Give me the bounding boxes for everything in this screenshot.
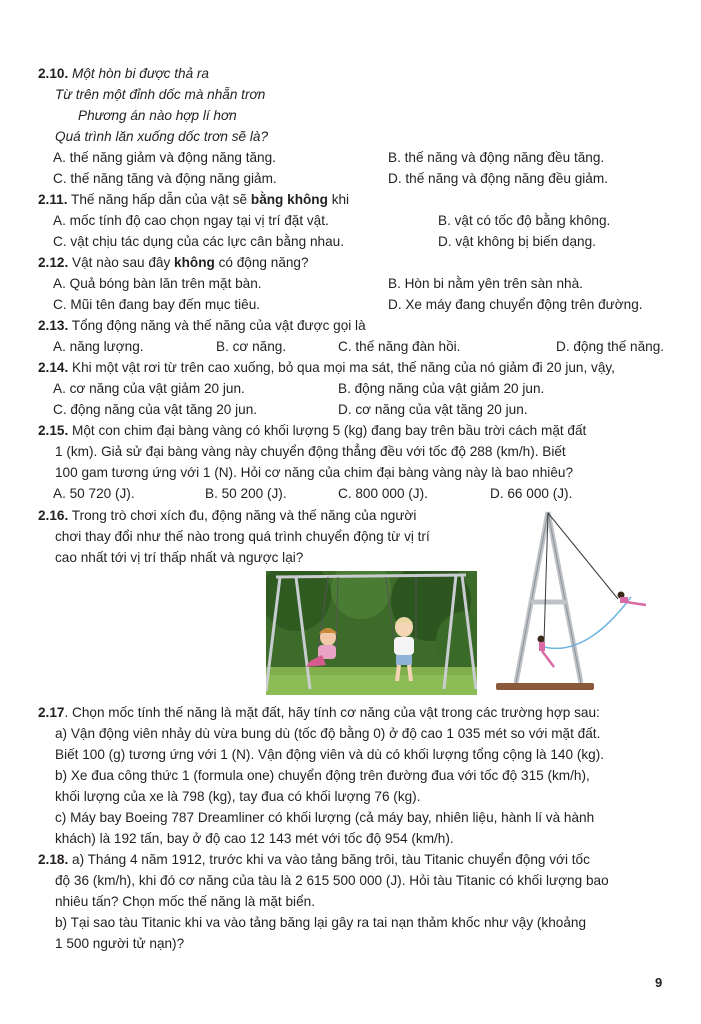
question-number: 2.13. [38, 318, 69, 333]
option-d: D. vật không bị biến dạng. [438, 234, 596, 249]
option-c: C. thế năng tăng và động năng giảm. [53, 171, 277, 186]
option-c: C. Mũi tên đang bay đến mục tiêu. [53, 297, 261, 312]
emphasis: bằng không [250, 192, 328, 207]
question-2-10-line-4: Quá trình lăn xuống dốc trơn sẽ là? [55, 129, 269, 144]
question-2-16-line-3: cao nhất tới vị trí thấp nhất và ngược lại? [55, 550, 304, 565]
poem-line: Một hòn bi được thả ra [68, 66, 209, 81]
question-2-11 [38, 191, 349, 209]
option-a: A. cơ năng của vật giảm 20 jun. [53, 381, 245, 396]
option-d: D. 66 000 (J). [490, 486, 573, 501]
question-number: 2.14. [38, 360, 69, 375]
option-d: D. cơ năng của vật tăng 20 jun. [338, 402, 528, 417]
question-2-12 [38, 254, 309, 272]
question-2-10-line-1 [38, 65, 209, 83]
swing-diagram-illustration [486, 507, 666, 697]
option-d: D. thế năng và động năng đều giảm. [388, 171, 608, 186]
option-b: B. cơ năng. [216, 339, 287, 354]
question-text: Trong trò chơi xích đu, động năng và thế năng của người [68, 508, 417, 523]
question-2-18-line-4: b) Tại sao tàu Titanic khi va vào tảng băng lại gây ra tai nạn thảm khốc như vậy (khoảng [55, 915, 587, 930]
question-2-10-line-3: Phương án nào hợp lí hơn [78, 108, 237, 123]
question-text: . Chọn mốc tính thế năng là mặt đất, hãy tính cơ năng của vật trong các trường hợp sau: [64, 705, 600, 720]
option-b: B. động năng của vật giảm 20 jun. [338, 381, 545, 396]
question-text: Thế năng hấp dẫn của vật sẽ [67, 192, 251, 207]
question-number: 2.12. [38, 255, 69, 270]
question-2-18-line-5: 1 500 người tử nạn)? [55, 936, 185, 951]
question-text: Một con chim đại bàng vàng có khối lượng 5 (kg) đang bay trên bầu trời cách mặt đất [68, 423, 587, 438]
option-b: B. thế năng và động năng đều tăng. [388, 150, 605, 165]
question-number: 2.10. [38, 66, 69, 81]
question-2-18-line-2: độ 36 (km/h), khi đó cơ năng của tàu là 2 615 500 000 (J). Hỏi tàu Titanic có khối lượng bao [55, 873, 609, 888]
question-2-17-line-7: khách) là 192 tấn, bay ở độ cao 12 143 mét với tốc độ 954 (km/h). [55, 831, 454, 846]
option-b: B. vật có tốc độ bằng không. [438, 213, 611, 228]
option-c: C. vật chịu tác dụng của các lực cân bằng nhau. [53, 234, 344, 249]
question-2-17-line-4: b) Xe đua công thức 1 (formula one) chuyển động trên đường đua với tốc độ 315 (km/h), [55, 768, 590, 783]
question-2-14 [38, 359, 615, 377]
option-d: D. động thế năng. [556, 339, 665, 354]
question-2-18-line-1 [38, 851, 590, 869]
question-2-15-line-1 [38, 422, 586, 440]
question-number: 2.16. [38, 508, 69, 523]
swing-photo [266, 571, 477, 695]
question-2-16-line-1 [38, 507, 416, 525]
option-b: B. 50 200 (J). [205, 486, 287, 501]
question-2-15-line-2: 1 (km). Giả sử đại bàng vàng này chuyển động thẳng đều với tốc độ 288 (km/h). Biết [55, 444, 566, 459]
question-text: khi [327, 192, 350, 207]
option-a: A. Quả bóng bàn lăn trên mặt bàn. [53, 276, 262, 291]
swing-photo-illustration [266, 571, 477, 695]
option-a: A. năng lượng. [53, 339, 144, 354]
question-text: Khi một vật rơi từ trên cao xuống, bỏ qua mọi ma sát, thế năng của nó giảm đi 20 jun, vậy, [68, 360, 615, 375]
option-a: A. 50 720 (J). [53, 486, 135, 501]
question-number: 2.17 [38, 705, 65, 720]
question-2-15-line-3: 100 gam tương ứng với 1 (N). Hỏi cơ năng của chim đại bàng vàng này là bao nhiêu? [55, 465, 574, 480]
question-2-17-line-3: Biết 100 (g) tương ứng với 1 (N). Vận động viên và dù có khối lượng tổng cộng là 140 (kg). [55, 747, 605, 762]
question-number: 2.11. [38, 192, 68, 207]
option-c: C. thế năng đàn hồi. [338, 339, 461, 354]
question-2-18-line-3: nhiêu tấn? Chọn mốc thế năng là mặt biển. [55, 894, 315, 909]
option-c: C. 800 000 (J). [338, 486, 428, 501]
question-text: có động năng? [214, 255, 309, 270]
option-a: A. mốc tính độ cao chọn ngay tại vị trí đặt vật. [53, 213, 329, 228]
option-c: C. động năng của vật tăng 20 jun. [53, 402, 258, 417]
swing-diagram [486, 507, 666, 697]
page-number: 9 [655, 975, 663, 990]
question-number: 2.15. [38, 423, 69, 438]
option-b: B. Hòn bi nằm yên trên sàn nhà. [388, 276, 583, 291]
question-text: Vật nào sau đây [68, 255, 175, 270]
question-2-17-line-5: khối lượng của xe là 798 (kg), tay đua có khối lượng 76 (kg). [55, 789, 421, 804]
question-2-17-line-6: c) Máy bay Boeing 787 Dreamliner có khối lượng (cả máy bay, nhiên liệu, hành lí và hành [55, 810, 595, 825]
question-2-16-line-2: chơi thay đổi như thế nào trong quá trình chuyển động từ vị trí [55, 529, 430, 544]
option-a: A. thế năng giảm và động năng tăng. [53, 150, 276, 165]
question-2-10-line-2: Từ trên một đỉnh dốc mà nhẵn trơn [55, 87, 266, 102]
question-2-17-line-1 [38, 704, 600, 722]
question-2-17-line-2: a) Vận động viên nhảy dù vừa bung dù (tốc độ bằng 0) ở độ cao 1 035 mét so với mặt đất. [55, 726, 601, 741]
question-text: a) Tháng 4 năm 1912, trước khi va vào tảng băng trôi, tàu Titanic chuyển động với tốc [68, 852, 590, 867]
emphasis: không [174, 255, 215, 270]
question-text: Tổng động năng và thế năng của vật được gọi là [68, 318, 366, 333]
option-d: D. Xe máy đang chuyển động trên đường. [388, 297, 643, 312]
question-number: 2.18. [38, 852, 69, 867]
question-2-13 [38, 317, 366, 335]
